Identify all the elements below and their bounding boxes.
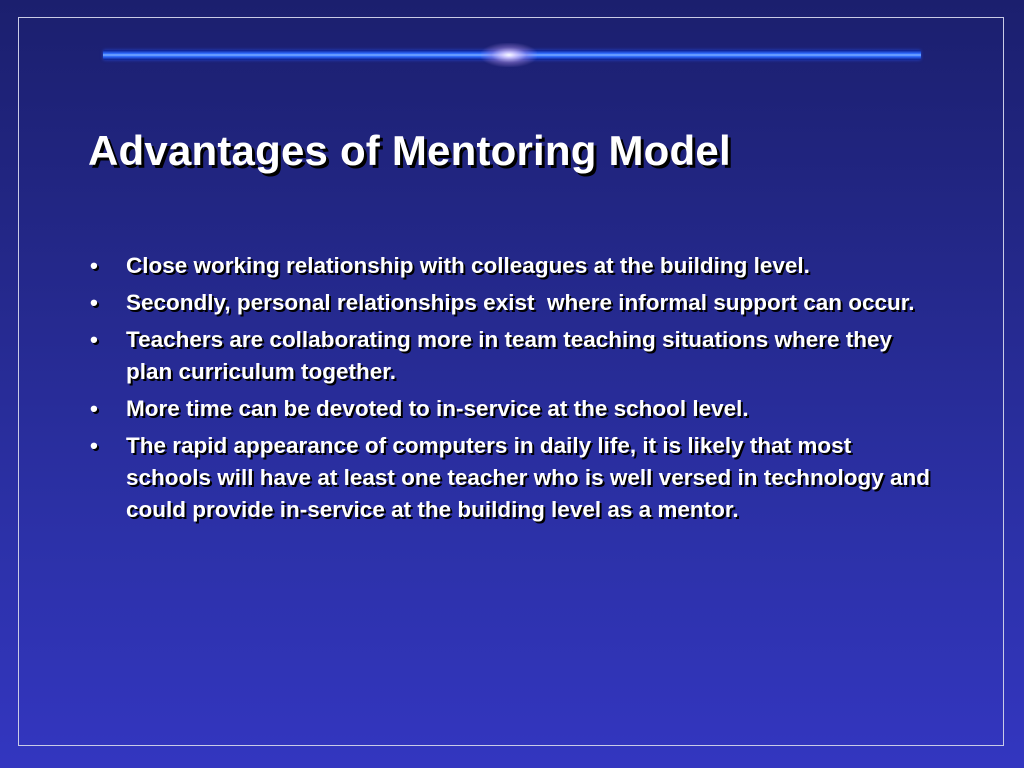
bullet-text: The rapid appearance of computers in daily life, it is likely that most schools will have at least one teacher who is well versed in technology and could provide in-service at the building level as a mentor. bbox=[126, 433, 937, 522]
bullet-text: Teachers are collaborating more in team teaching situations where they plan curriculum together. bbox=[126, 327, 899, 384]
rule-glow-ornament bbox=[481, 43, 537, 67]
bullet-text: More time can be devoted to in-service at the school level. bbox=[126, 396, 749, 421]
bullet-item bbox=[88, 250, 938, 282]
bullet-icon: • bbox=[90, 290, 98, 315]
bullet-icon: • bbox=[90, 433, 98, 458]
bullet-text: Close working relationship with colleagues at the building level. bbox=[126, 253, 810, 278]
bullet-item bbox=[88, 430, 938, 526]
bullet-item bbox=[88, 393, 938, 425]
bullet-list bbox=[88, 250, 938, 531]
bullet-item bbox=[88, 287, 938, 319]
bullet-icon: • bbox=[90, 396, 98, 421]
bullet-icon: • bbox=[90, 253, 98, 278]
bullet-item bbox=[88, 324, 938, 388]
slide-title: Advantages of Mentoring Model bbox=[88, 127, 731, 174]
bullet-text: Secondly, personal relationships exist where informal support can occur. bbox=[126, 290, 915, 315]
bullet-icon: • bbox=[90, 327, 98, 352]
